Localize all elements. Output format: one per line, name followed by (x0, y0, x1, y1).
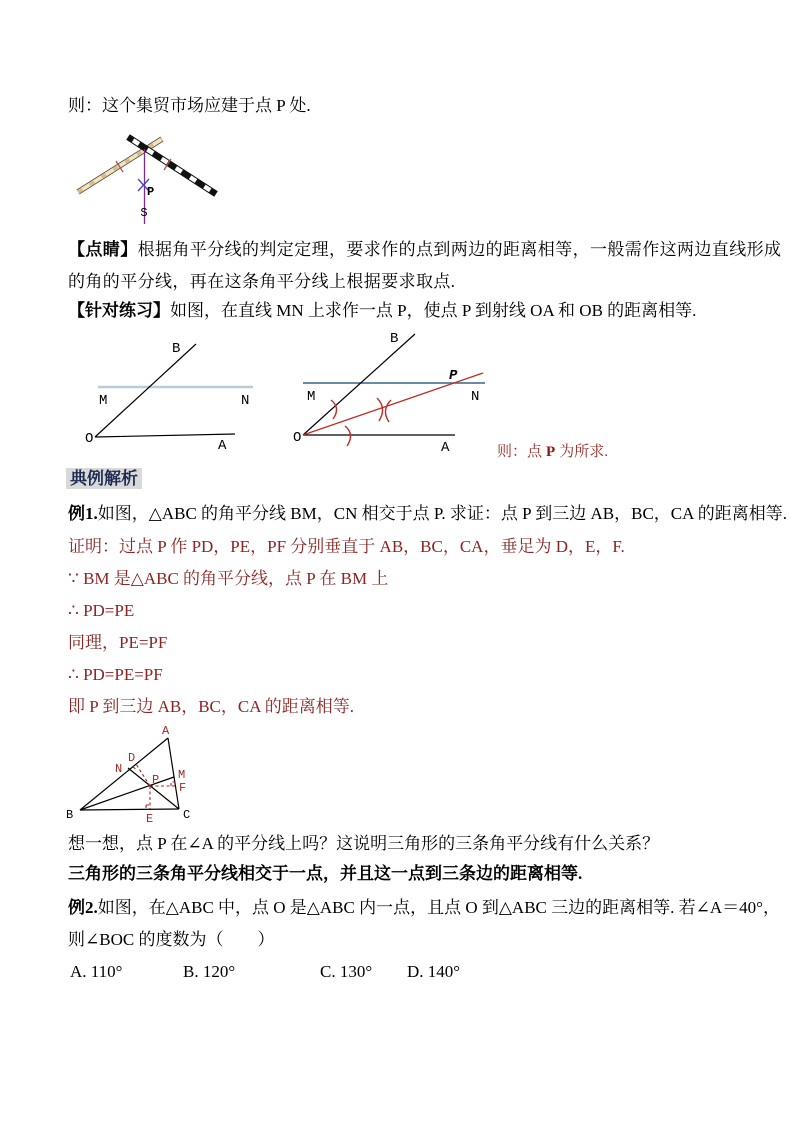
dianjing-line2: 的角的平分线，再在这条角平分线上根据要求取点. (68, 272, 456, 291)
dianjing-label: 【点睛】 (68, 240, 138, 259)
think-line: 想一想，点 P 在∠A 的平分线上吗？这说明三角形的三条角平分线有什么关系？ (68, 834, 660, 853)
practice-line: 【针对练习】如图，在直线 MN 上求作一点 P，使点 P 到射线 OA 和 OB 的距离相等. (68, 301, 697, 320)
label-a: A (441, 440, 450, 456)
dianjing-line1: 【点睛】根据角平分线的判定定理，要求作的点到两边的距离相等，一般需作这两边直线形成 (68, 240, 782, 259)
ray-ob (303, 334, 415, 435)
proof-line: 同理，PE=PF (68, 633, 168, 652)
option-c: C. 130° (320, 962, 373, 981)
label-a: A (162, 724, 170, 738)
label-n: N (115, 762, 123, 776)
proof-line: 即 P 到三边 AB，BC，CA 的距离相等. (68, 697, 355, 716)
theorem-line: 三角形的三条角平分线相交于一点，并且这一点到三条边的距离相等. (68, 864, 583, 883)
label-b: B (390, 331, 399, 347)
example2-label: 例2. (68, 898, 98, 917)
practice-label: 【针对练习】 (68, 301, 170, 320)
caption-p: P (546, 444, 556, 460)
section-header: 典例解析 (66, 468, 142, 490)
example2-line2: 则∠BOC 的度数为（ ） (68, 930, 275, 949)
figure-triangle (62, 722, 252, 825)
figure-rays-right (293, 324, 498, 464)
label-o: O (293, 430, 302, 446)
label-p: P (449, 368, 458, 384)
label-m: M (178, 768, 186, 782)
proof-line: 证明：过点 P 作 PD，PE，PF 分别垂直于 AB，BC，CA，垂足为 D，E，F. (68, 537, 625, 556)
intro-line: 则：这个集贸市场应建于点 P 处. (68, 96, 311, 115)
example2-line1: 例2.如图，在△ABC 中，点 O 是△ABC 内一点，且点 O 到△ABC 三边的距离相等. 若∠A＝40°， (68, 898, 780, 917)
label-p: P (152, 773, 160, 787)
label-m: M (99, 393, 108, 409)
label-o: O (85, 431, 94, 447)
option-a: A. 110° (70, 962, 123, 981)
figure-roads-crossing (70, 132, 230, 237)
option-d: D. 140° (407, 962, 461, 981)
figure-rays-left (85, 330, 265, 452)
label-a: A (218, 438, 227, 454)
label-c: C (183, 808, 191, 822)
ray-oa (95, 434, 235, 437)
proof-line: ∴ PD=PE=PF (68, 665, 163, 684)
proof-line: ∵ BM 是△ABC 的角平分线，点 P 在 BM 上 (68, 569, 389, 588)
point-p-label: P (147, 185, 155, 199)
proof-line: ∴ PD=PE (68, 601, 135, 620)
label-m: M (307, 389, 316, 405)
figure-caption: 则：点 P 为所求. (497, 444, 608, 460)
option-b: B. 120° (183, 962, 236, 981)
label-b: B (66, 808, 74, 822)
label-b: B (172, 341, 181, 357)
railway-bar (128, 137, 216, 194)
example1-label: 例1. (68, 504, 98, 523)
point-s-label: S (140, 206, 148, 220)
triangle-edges (80, 738, 179, 810)
label-n: N (241, 393, 250, 409)
label-e: E (146, 812, 154, 826)
ray-ob (95, 344, 196, 437)
label-n: N (471, 389, 480, 405)
label-f: F (179, 781, 187, 795)
label-d: D (128, 751, 136, 765)
example1-statement: 例1.如图，△ABC 的角平分线 BM，CN 相交于点 P. 求证：点 P 到三边 AB，BC，CA 的距离相等. (68, 504, 787, 523)
